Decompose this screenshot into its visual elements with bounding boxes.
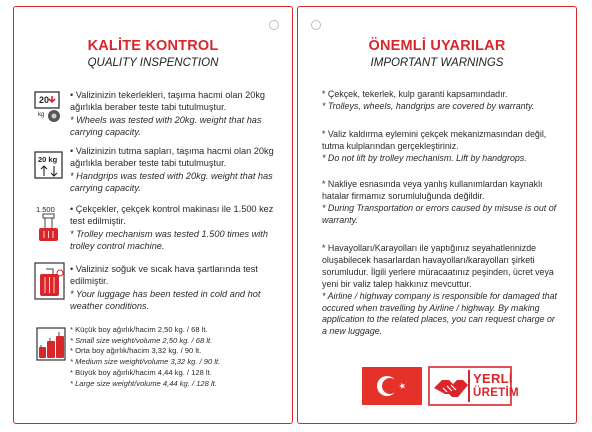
quality-subtitle: QUALITY INSPENCTION — [87, 57, 219, 69]
svg-text:1.500: 1.500 — [36, 205, 55, 214]
trolley-1500-icon — [34, 203, 64, 243]
temperature-luggage-icon — [34, 259, 66, 301]
warnings-title: ÖNEMLİ UYARILAR — [368, 38, 506, 54]
badge-line2: ÜRETİM — [473, 387, 519, 399]
size-small-tr: * Küçük boy ağırlık/hacim 2,50 kg. / 68 lt. — [70, 325, 208, 334]
qc-item-en: * Handgrips was tested with 20kg. weight that has carrying capacity. — [70, 170, 273, 194]
size-medium-en: * Medium size weight/volume 3,32 kg. / 90 lt. — [70, 357, 221, 367]
qc-item-en: * Wheels was tested with 20kg. weight that has carrying capacity. — [70, 114, 262, 138]
warning-tr: * Havayolları/Karayolları ile yaptığınız seyahatlerinizde oluşabilecek hasarlardan havayolları/karayolları şirketi sorumludur. İlgili yerlere müracaatınız peşinden, ücret veya yeni bir valiz talep hakkınız mevcuttur. — [322, 243, 554, 289]
yerli-uretim-badge — [428, 366, 519, 406]
hang-hole — [311, 20, 321, 30]
warning-item — [322, 243, 560, 338]
warning-en: * Do not lift by trolley mechanism. Lift by handgrops. — [322, 152, 527, 163]
warning-item — [322, 129, 560, 165]
qc-item-tr: • Çekçekler, çekçek kontrol makinası ile 1.500 kez test edilmiştir. — [70, 204, 274, 227]
qc-item-tr: • Valizinizin tutma sapları, taşıma hacmi olan 20kg ağırlıkla beraber teste tabi tutulmuştur. — [70, 146, 274, 169]
warning-en: * Trolleys, wheels, handgrips are covered by warranty. — [322, 100, 535, 111]
qc-item-tr: • Valizinizin tekerlekleri, taşıma hacmi olan 20kg ağırlıkla beraber teste tabi tutulmuştur. — [70, 90, 266, 113]
badge-line1: YERLİ — [473, 371, 513, 386]
quality-card — [13, 6, 293, 424]
warning-tr: * Nakliye esnasında veya yanlış kullanımlardan kaynaklı hatalar firmamız sorumluluğunda değildir. — [322, 179, 543, 201]
size-small-en: * Small size weight/volume 2,50 kg. / 68 lt. — [70, 335, 213, 345]
qc-item-en: * Trolley mechanism was tested 1.500 times with trolley control machine. — [70, 228, 268, 252]
warning-item — [322, 89, 560, 113]
weight-20kg-handle-icon — [34, 145, 64, 181]
weight-20kg-wheel-icon — [34, 89, 62, 125]
turkish-flag-icon — [362, 367, 422, 405]
svg-text:kg: kg — [38, 112, 45, 118]
size-list — [70, 325, 282, 389]
svg-text:20: 20 — [39, 95, 50, 105]
warning-item — [322, 179, 560, 227]
warning-en: * During Transportation or errors caused by misuse is out of warranty. — [322, 202, 557, 225]
qc-item-tr: • Valiziniz soğuk ve sıcak hava şartlarında test edilmiştir. — [70, 264, 258, 287]
warning-en: * Airline / highway company is responsible for damaged that occured when travelling by Airline / highway. By making application to the related places, you can request charge or a new luggage. — [322, 290, 557, 337]
qc-item-en: * Your luggage has been tested in cold and hot weather conditions. — [70, 288, 261, 312]
warning-tr: * Valiz kaldırma eylemini çekçek mekanizmasından değil, tutma kulplarından gerçekleştiriniz. — [322, 129, 547, 151]
warnings-subtitle: IMPORTANT WARNINGS — [370, 57, 504, 69]
warnings-card — [297, 6, 577, 424]
warning-tr: * Çekçek, tekerlek, kulp garanti kapsamındadır. — [322, 89, 508, 99]
size-large-en: * Large size weight/volume 4,44 kg. / 128 lt. — [70, 378, 217, 388]
luggage-sizes-icon — [36, 327, 66, 361]
size-medium-tr: * Orta boy ağırlık/hacim 3,32 kg. / 90 lt. — [70, 346, 202, 356]
hang-hole — [269, 20, 279, 30]
quality-title: KALİTE KONTROL — [87, 38, 219, 54]
svg-text:20 kg: 20 kg — [38, 155, 58, 164]
size-large-tr: * Büyük boy ağırlık/hacim 4,44 kg. / 128 lt. — [70, 367, 212, 377]
